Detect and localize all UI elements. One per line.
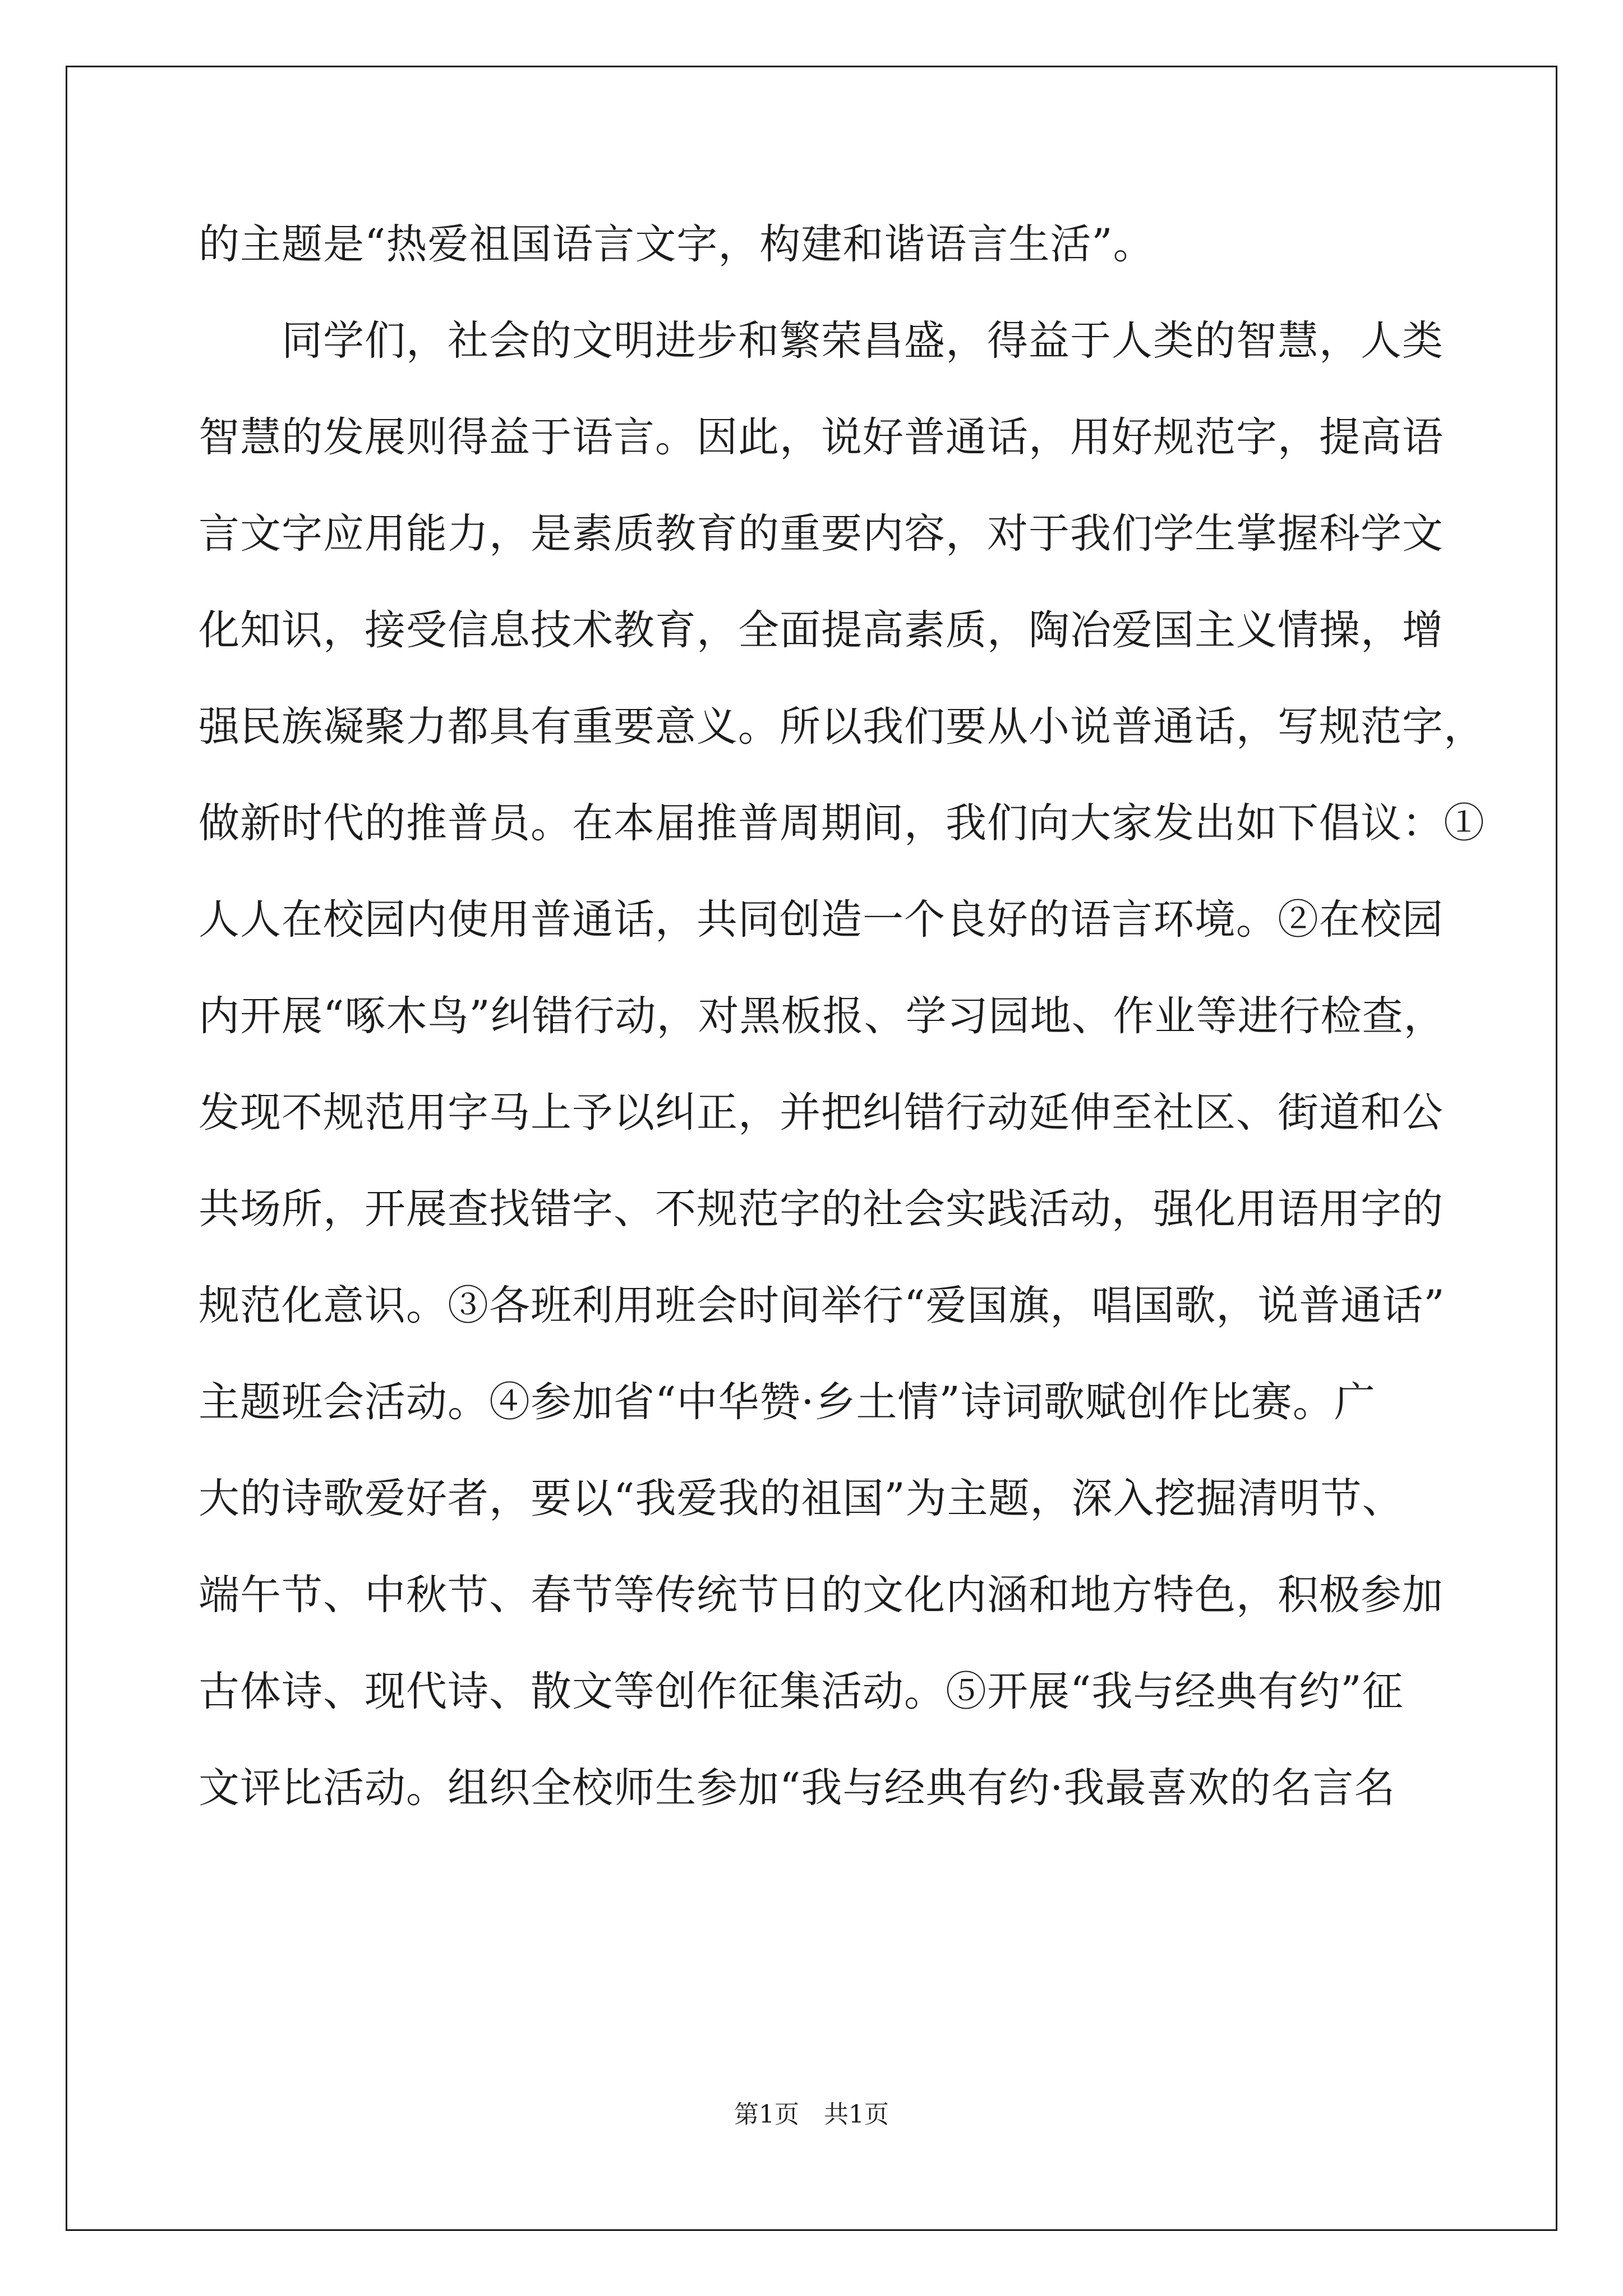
text-line: 古体诗、现代诗、散文等创作征集活动。⑤开展“我与经典有约”征 (199, 1668, 1404, 1715)
page-border (66, 66, 1557, 2231)
text-line: 大的诗歌爱好者，要以“我爱我的祖国”为主题，深入挖掘清明节、 (199, 1475, 1404, 1522)
text-line: 端午节、中秋节、春节等传统节日的文化内涵和地方特色，积极参加 (199, 1571, 1444, 1619)
text-line: 做新时代的推普员。在本届推普周期间，我们向大家发出如下倡议：① (199, 799, 1485, 847)
text-line: 言文字应用能力，是素质教育的重要内容，对于我们学生掌握科学文 (199, 510, 1444, 558)
text-line: 强民族凝聚力都具有重要意义。所以我们要从小说普通话，写规范字， (199, 703, 1485, 751)
text-line: 同学们，社会的文明进步和繁荣昌盛，得益于人类的智慧，人类 (199, 317, 1444, 365)
text-line: 共场所，开展查找错字、不规范字的社会实践活动，强化用语用字的 (199, 1185, 1444, 1233)
page-footer: 第1页 共1页 (734, 2100, 889, 2129)
text-line: 文评比活动。组织全校师生参加“我与经典有约·我最喜欢的名言名 (199, 1764, 1396, 1812)
text-line: 智慧的发展则得益于语言。因此，说好普通话，用好规范字，提高语 (199, 413, 1444, 461)
text-line: 主题班会活动。④参加省“中华赞·乡土情”诗词歌赋创作比赛。广 (199, 1378, 1376, 1426)
text-line: 的主题是“热爱祖国语言文字，构建和谐语言生活”。 (199, 220, 1155, 268)
text-line: 化知识，接受信息技术教育，全面提高素质，陶冶爱国主义情操，增 (199, 606, 1444, 654)
text-line: 人人在校园内使用普通话，共同创造一个良好的语言环境。②在校园 (199, 896, 1444, 944)
text-line: 内开展“啄木鸟”纠错行动，对黑板报、学习园地、作业等进行检查， (199, 992, 1445, 1040)
text-line: 发现不规范用字马上予以纠正，并把纠错行动延伸至社区、街道和公 (199, 1089, 1444, 1137)
text-line: 规范化意识。③各班利用班会时间举行“爱国旗，唱国歌，说普通话” (199, 1282, 1445, 1329)
